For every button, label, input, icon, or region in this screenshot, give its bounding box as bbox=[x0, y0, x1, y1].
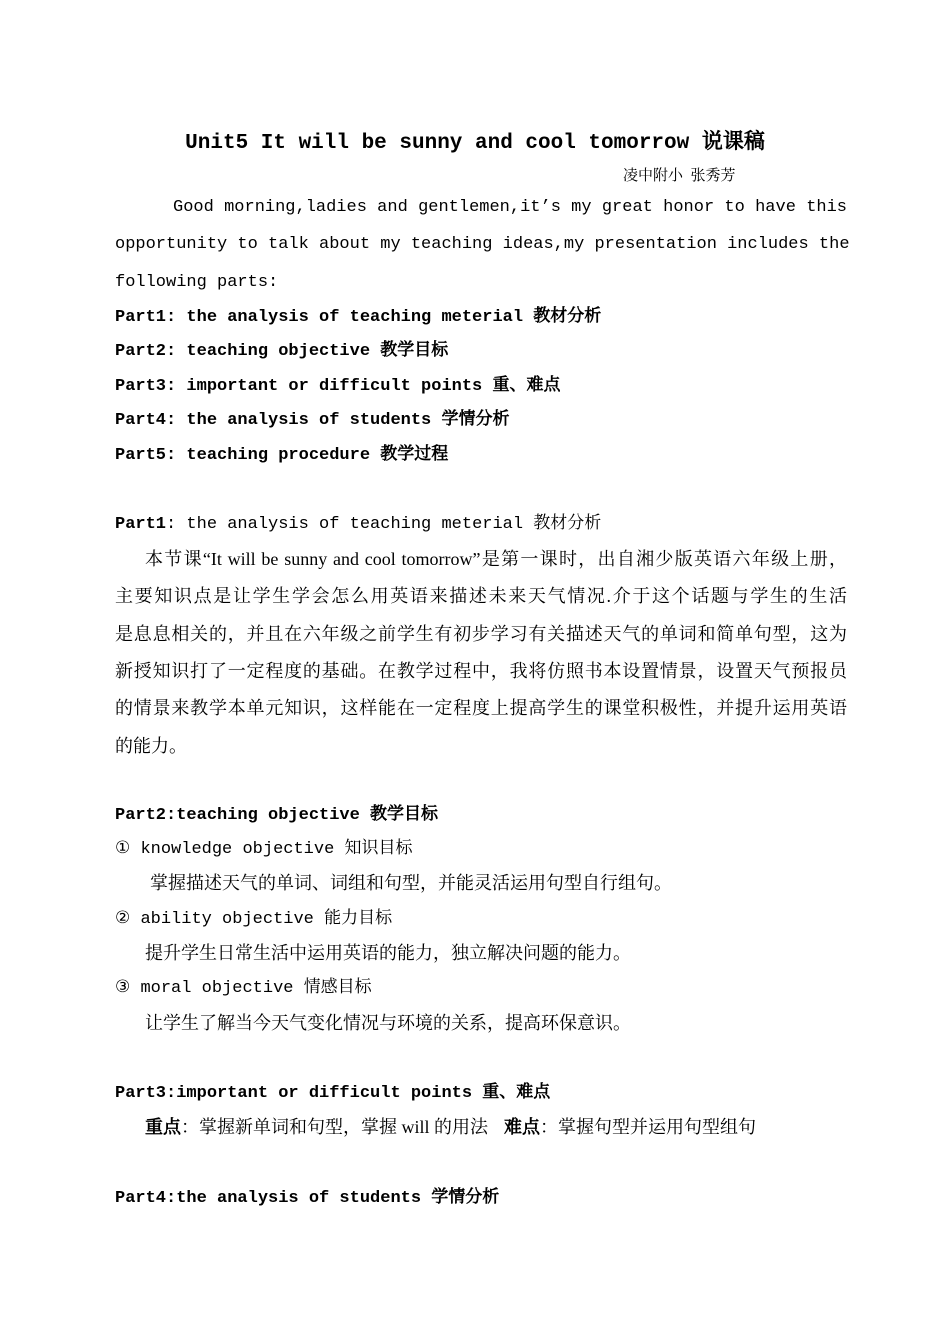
part2-item-1-label: ① knowledge objective 知识目标 bbox=[115, 840, 413, 859]
part2-heading: Part2:teaching objective 教学目标 bbox=[115, 806, 439, 825]
intro-line-2: opportunity to talk about my teaching ideas,my presentation includes the bbox=[115, 235, 850, 254]
part4-heading: Part4:the analysis of students 学情分析 bbox=[115, 1189, 500, 1208]
outline-part5: Part5: teaching procedure 教学过程 bbox=[115, 446, 449, 465]
part2-item-3-label: ③ moral objective 情感目标 bbox=[115, 979, 372, 998]
part2-item-2-label: ② ability objective 能力目标 bbox=[115, 910, 393, 929]
outline-part4: Part4: the analysis of students 学情分析 bbox=[115, 411, 510, 430]
part2-item-3-detail: 让学生了解当今天气变化情况与环境的关系，提高环保意识。 bbox=[145, 1013, 631, 1033]
part1-line-3: 是息息相关的，并且在六年级之前学生有初步学习有关描述天气的单词和简单句型，这为 bbox=[115, 624, 847, 644]
document-title: Unit5 It will be sunny and cool tomorrow 说课稿 bbox=[185, 132, 765, 155]
part1-line-4: 新授知识打了一定程度的基础。在教学过程中，我将仿照书本设置情景，设置天气预报员 bbox=[115, 661, 847, 681]
part2-item-2-detail: 提升学生日常生活中运用英语的能力，独立解决问题的能力。 bbox=[145, 943, 631, 963]
part1-heading bbox=[115, 514, 601, 536]
part3-points bbox=[145, 1116, 756, 1138]
key-point-text: ：掌握新单词和句型，掌握 will 的用法 bbox=[181, 1117, 489, 1137]
outline-part2: Part2: teaching objective 教学目标 bbox=[115, 342, 449, 361]
part1-heading-rest: : the analysis of teaching meterial 教材分析 bbox=[166, 515, 602, 534]
part3-heading: Part3:important or difficult points 重、难点 bbox=[115, 1084, 551, 1103]
outline-part3: Part3: important or difficult points 重、难点 bbox=[115, 377, 561, 396]
part1-heading-label: Part1 bbox=[115, 515, 167, 534]
part2-item-1-detail: 掌握描述天气的单词、词组和句型，并能灵活运用句型自行组句。 bbox=[150, 873, 672, 893]
part1-line-5: 的情景来教学本单元知识，这样能在一定程度上提高学生的课堂积极性，并提升运用英语 bbox=[115, 698, 847, 718]
part1-line-6: 的能力。 bbox=[115, 736, 187, 756]
difficult-point-text: ：掌握句型并运用句型组句 bbox=[540, 1117, 757, 1137]
intro-line-1: Good morning,ladies and gentlemen,it’s my great honor to have this bbox=[173, 198, 847, 217]
intro-line-3: following parts: bbox=[115, 273, 279, 292]
part1-line-1: 本节课“It will be sunny and cool tomorrow”是第一课时，出自湘少版英语六年级上册， bbox=[145, 549, 847, 569]
difficult-point-label: 难点 bbox=[504, 1117, 541, 1137]
outline-part1: Part1: the analysis of teaching meterial 教材分析 bbox=[115, 308, 602, 327]
key-point-label: 重点 bbox=[145, 1117, 181, 1137]
part1-line-2: 主要知识点是让学生学会怎么用英语来描述未来天气情况.介于这个话题与学生的生活 bbox=[115, 586, 847, 606]
author-line: 凌中附小 张秀芳 bbox=[623, 168, 736, 184]
